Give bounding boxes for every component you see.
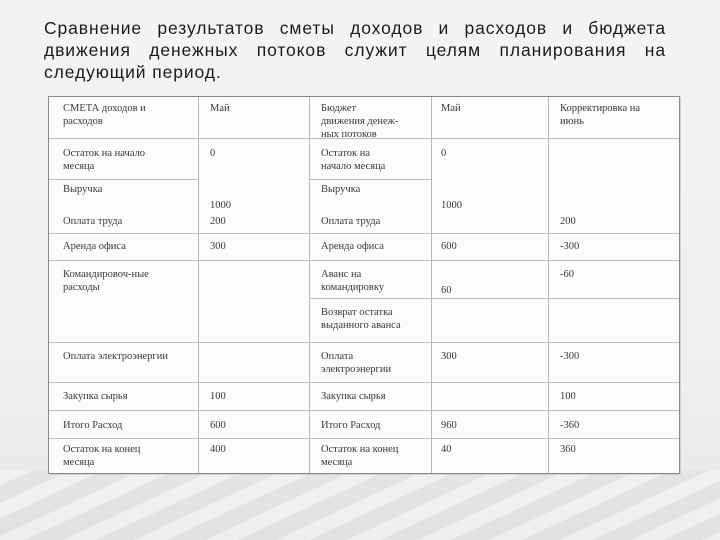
header-cashflow-budget: Бюджет движения денеж- ных потоков: [321, 103, 399, 140]
row-divider: [49, 382, 679, 383]
raw-materials-correction: 100: [560, 391, 576, 402]
row-divider: [49, 410, 679, 411]
header-may-estimate: Май: [210, 103, 230, 114]
revenue-may-estimate: 1000: [210, 200, 231, 211]
payroll-budget-label: Оплата труда: [321, 216, 381, 227]
opening-balance-may-estimate: 0: [210, 148, 216, 159]
advance-return-label: Возврат остатка выданного аванса: [321, 307, 401, 331]
revenue-may-budget: 1000: [441, 200, 462, 211]
rent-correction: -300: [560, 241, 580, 252]
row-divider: [309, 298, 679, 299]
total-expense-correction: -360: [560, 420, 580, 431]
header-may-budget: Май: [441, 103, 461, 114]
electricity-label: Оплата электроэнергии: [63, 351, 168, 362]
rent-budget-label: Аренда офиса: [321, 241, 384, 252]
opening-balance-budget-label: Остаток на начало месяца: [321, 148, 386, 172]
closing-balance-correction: 360: [560, 444, 576, 455]
opening-balance-may-budget: 0: [441, 148, 447, 159]
row-divider: [49, 260, 679, 261]
row-divider: [49, 342, 679, 343]
column-divider: [431, 97, 432, 473]
travel-label: Командировоч-ные расходы: [63, 269, 149, 293]
total-expense-label: Итого Расход: [63, 420, 123, 431]
background-stripes: [0, 470, 720, 540]
payroll-label: Оплата труда: [63, 216, 123, 227]
row-divider: [309, 179, 431, 180]
total-expense-may-budget: 960: [441, 420, 457, 431]
closing-balance-may-estimate: 400: [210, 444, 226, 455]
total-expense-may-estimate: 600: [210, 420, 226, 431]
electricity-correction: -300: [560, 351, 580, 362]
electricity-may-budget: 300: [441, 351, 457, 362]
travel-advance-label: Аванс на командировку: [321, 269, 385, 293]
rent-label: Аренда офиса: [63, 241, 126, 252]
raw-materials-budget-label: Закупка сырья: [321, 391, 386, 402]
payroll-correction: 200: [560, 216, 576, 227]
travel-may-budget: 60: [441, 285, 452, 296]
slide-title: Сравнение результатов сметы доходов и расходов и бюджета движения денежных потоков служит целям планирования на следующий период.: [44, 18, 666, 82]
closing-balance-budget-label: Остаток на конец месяца: [321, 444, 399, 468]
column-divider: [309, 97, 310, 473]
rent-may-estimate: 300: [210, 241, 226, 252]
raw-materials-label: Закупка сырья: [63, 391, 128, 402]
closing-balance-may-budget: 40: [441, 444, 452, 455]
total-expense-budget-label: Итого Расход: [321, 420, 381, 431]
column-divider: [548, 97, 549, 473]
header-correction: Корректировка на июнь: [560, 103, 641, 127]
rent-may-budget: 600: [441, 241, 457, 252]
opening-balance-label: Остаток на начало месяца: [63, 148, 146, 172]
row-divider: [49, 233, 679, 234]
travel-correction: -60: [560, 269, 574, 280]
header-estimate: СМЕТА доходов и расходов: [63, 103, 146, 127]
payroll-may-estimate: 200: [210, 216, 226, 227]
column-divider: [198, 97, 199, 473]
row-divider: [49, 179, 198, 180]
revenue-label: Выручка: [63, 184, 103, 195]
comparison-table: [48, 96, 680, 474]
raw-materials-may-estimate: 100: [210, 391, 226, 402]
revenue-budget-label: Выручка: [321, 184, 361, 195]
row-divider: [49, 438, 679, 439]
closing-balance-label: Остаток на конец месяца: [63, 444, 141, 468]
electricity-budget-label: Оплата электроэнергии: [321, 351, 392, 375]
